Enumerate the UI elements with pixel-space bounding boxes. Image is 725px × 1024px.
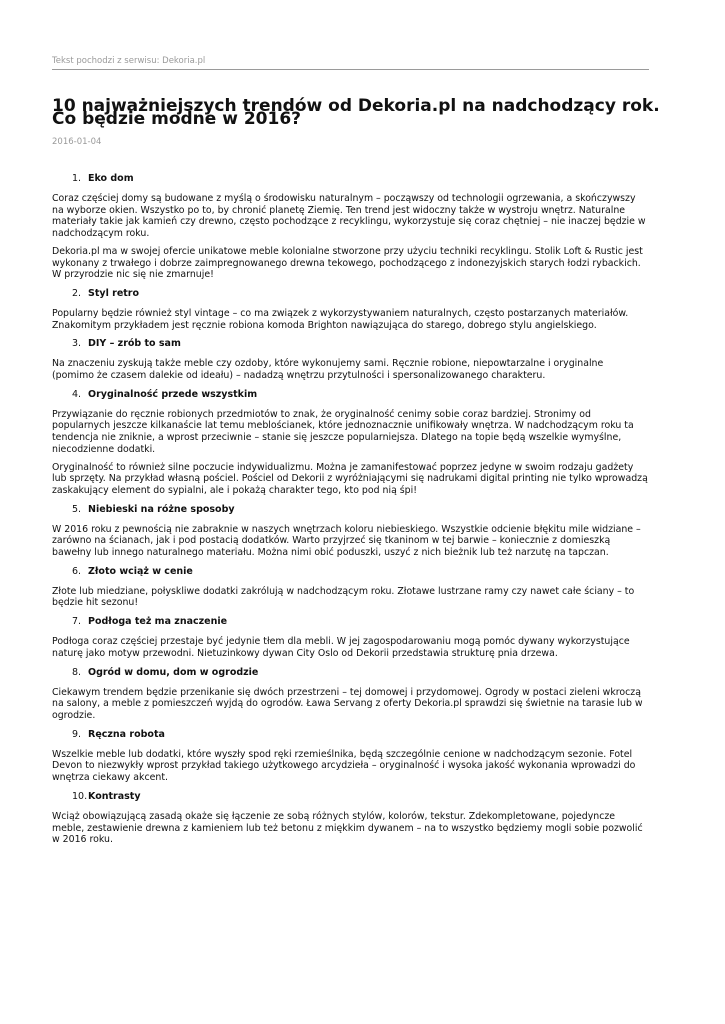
section-heading [52, 728, 648, 741]
section-title: Niebieski na różne sposoby [88, 503, 235, 515]
section-podloga [52, 615, 648, 659]
section-eko-dom [52, 172, 648, 281]
section-heading [52, 666, 648, 679]
section-heading [52, 790, 648, 803]
paragraph: Wciąż obowiązującą zasadą okaże się łączenie ze sobą różnych stylów, kolorów, tekstur. Zdekompletowane, pojedyncze meble, zestawienie drewna z kamieniem lub też betonu z miękkim dywanem – na to wszystko będziemy mogli sobie pozwolić w 2016 roku. [52, 810, 643, 846]
section-number: 1. [72, 173, 82, 184]
paragraph: W 2016 roku z pewnością nie zabraknie w naszych wnętrzach koloru niebieskiego. Wszystkie odcienie błękitu mile widziane – zarówno na ścianach, jak i pod postacią dodatków. Warto przyjrzeć się tkaninom w tej barwie – koniecznie z domieszką bawełny lub innego naturalnego materiału. Można nimi obić poduszki, uszyć z nich bieżnik lub też narzutę na tapczan. [52, 523, 641, 559]
paragraph: Oryginalność to również silne poczucie indywidualizmu. Można je zamanifestować poprzez jedyne w swoim rodzaju gadżety lub sprzęty. Na przykład własną pościel. Pościel od Dekorii z wyróżniającymi się nadrukami digital printing nie tylko wprowadzą zaskakujący element do sypialni, ale i pokażą charakter tego, kto pod nią śpi! [52, 461, 648, 496]
section-title: Styl retro [88, 287, 140, 299]
section-heading [52, 337, 648, 350]
section-number: 7. [72, 616, 82, 628]
section-heading [52, 503, 648, 516]
paragraph: Wszelkie meble lub dodatki, które wyszły spod ręki rzemieślnika, będą szczególnie cenione w nadchodzącym sezonie. Fotel Devon to niezwykły wprost przykład takiego użytkowego arcydzieła – oryginalność i wysoka jakość wykonania wprowadzi do wnętrza ciekawy akcent. [52, 748, 636, 784]
paragraph: Przywiązanie do ręcznie robionych przedmiotów to znak, że oryginalność cenimy sobie coraz bardziej. Stronimy od popularnych jeszcze kilkanaście lat temu meblościanek, które jednoznacznie unifikowały wnętrza. W nadchodzącym roku ta tendencja nie zniknie, a wprost przeciwnie – stanie się jeszcze popularniejsza. Dlatego na topie będą wszelkie wymyślne, niecodzienne dodatki. [52, 408, 634, 455]
article-title: 10 najważniejszych trendów od Dekoria.pl na nadchodzący rok. Co będzie modne w 2016? [52, 96, 660, 129]
source-attribution: Tekst pochodzi z serwisu: Dekoria.pl [52, 56, 649, 70]
section-title: Złoto wciąż w cenie [88, 565, 193, 577]
section-number: 10. [72, 790, 88, 802]
section-oryginalnosc [52, 388, 648, 497]
section-number: 8. [72, 666, 82, 678]
section-number: 6. [72, 565, 82, 577]
paragraph: Ciekawym trendem będzie przenikanie się dwóch przestrzeni – tej domowej i przydomowej. Ogrody w postaci zieleni wkroczą na salony, a meble z pomieszczeń wyjdą do ogrodów. Ława Servang z oferty Dekoria.pl sprawdzi się świetnie na tarasie lub w ogrodzie. [52, 686, 643, 721]
section-title: Kontrasty [88, 790, 141, 802]
section-number: 4. [72, 388, 82, 400]
section-number: 2. [72, 287, 82, 299]
section-title: Oryginalność przede wszystkim [88, 388, 258, 400]
section-title: DIY – zrób to sam [88, 338, 181, 350]
paragraph: Coraz częściej domy są budowane z myślą o środowisku naturalnym – począwszy od technologii ogrzewania, a skończywszy na wyborze okien. Wszystko po to, by chronić planetę Ziemię. Ten trend jest widoczny także w wystroju wnętrz. Naturalne materiały takie jak kamień czy drewno, często pochodzące z recyklingu, wykorzystuje się coraz chętniej – nie inaczej będzie w nadchodzącym roku. [52, 193, 646, 240]
paragraph: Na znaczeniu zyskują także meble czy ozdoby, które wykonujemy sami. Ręcznie robione, niepowtarzalne i oryginalne (pomimo że czasem dalekie od ideału) – nadadzą wnętrzu przytulności i spersonalizowanego charakteru. [52, 358, 604, 382]
section-niebieski [52, 503, 648, 559]
section-reczna-robota [52, 728, 648, 784]
article-body [52, 172, 648, 852]
paragraph: Złote lub miedziane, połyskliwe dodatki zakrólują w nadchodzącym roku. Złotawe lustrzane ramy czy nawet całe ściany – to będzie hit sezonu! [52, 585, 635, 609]
article-date: 2016-01-04 [52, 137, 102, 147]
section-number: 5. [72, 503, 82, 515]
section-styl-retro [52, 287, 648, 331]
paragraph: Podłoga coraz częściej przestaje być jedynie tłem dla mebli. W jej zagospodarowaniu mogą pomóc dywany wykorzystujące naturę jako motyw przewodni. Nietuzinkowy dywan City Oslo od Dekorii przedstawia strukturę pnia drzewa. [52, 636, 630, 659]
section-heading [52, 565, 648, 578]
section-diy [52, 337, 648, 381]
section-title: Ogród w domu, dom w ogrodzie [88, 666, 259, 678]
section-heading [52, 388, 648, 401]
paragraph: Dekoria.pl ma w swojej ofercie unikatowe meble kolonialne stworzone przy użyciu techniki recyklingu. Stolik Loft & Rustic jest wykonany z trwałego i dobrze zaimpregnowanego drewna tekowego, pochodzącego z indonezyjskich starych łodzi rybackich. W przyrodzie nic się nie zmarnuje! [52, 245, 643, 281]
section-number: 9. [72, 728, 82, 740]
section-title: Eko dom [88, 173, 134, 184]
section-heading [52, 287, 648, 300]
section-heading [52, 172, 648, 185]
section-zloto [52, 565, 648, 609]
section-title: Podłoga też ma znaczenie [88, 616, 228, 628]
section-title: Ręczna robota [88, 728, 165, 740]
paragraph: Popularny będzie również styl vintage – co ma związek z wykorzystywaniem naturalnych, często postarzanych materiałów. Znakomitym przykładem jest ręcznie robiona komoda Brighton nawiązująca do starego, dobrego stylu angielskiego. [52, 307, 629, 331]
section-kontrasty [52, 790, 648, 846]
section-heading [52, 615, 648, 628]
section-number: 3. [72, 338, 82, 350]
section-ogrod [52, 666, 648, 722]
